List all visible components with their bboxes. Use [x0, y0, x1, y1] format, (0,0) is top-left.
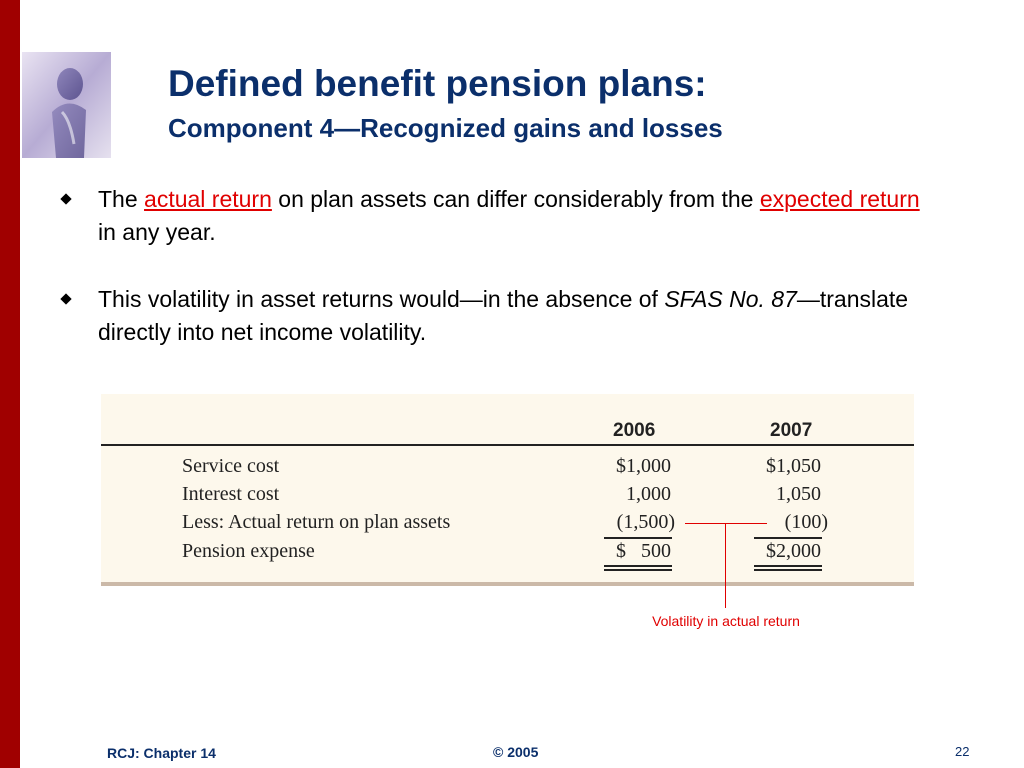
footer-copyright: © 2005: [493, 744, 539, 760]
bullet-text: —translate directly into net income volatility.: [98, 286, 909, 345]
table-header: [101, 420, 914, 442]
left-accent-bar: [0, 0, 20, 768]
pension-expense-table: [101, 394, 914, 586]
callout-pointer: [725, 523, 726, 608]
value-2007: $1,050: [766, 455, 821, 477]
page-number: 22: [955, 744, 970, 759]
subtotal-rule-2006: [604, 537, 672, 539]
row-label: Service cost: [182, 455, 280, 477]
slide-subtitle: Component 4—Recognized gains and losses: [168, 113, 723, 143]
bullet-text: This volatility in asset returns would—in the absence of: [98, 286, 665, 312]
value-2006: 1,000: [626, 483, 671, 505]
row-label: Less: Actual return on plan assets: [182, 511, 451, 533]
volatility-callout: Volatility in actual return: [652, 613, 800, 629]
table-row: [101, 483, 914, 511]
callout-connector: [685, 523, 767, 524]
value-2007: 1,050: [776, 483, 821, 505]
header-divider: [101, 444, 914, 446]
table-row: [101, 455, 914, 483]
value-2007: (100): [784, 511, 828, 533]
row-label: Interest cost: [182, 483, 280, 505]
table-row: [101, 511, 914, 539]
actual-return-term: actual return: [144, 186, 272, 212]
diamond-bullet-icon: [60, 293, 71, 304]
bullet-text: in any year.: [98, 219, 216, 245]
total-double-rule-2006: [604, 565, 672, 571]
bullet-text: on plan assets can differ considerably from the: [271, 186, 760, 212]
bullet-item: [62, 283, 942, 349]
column-header-2007: 2007: [770, 420, 813, 441]
expected-return-term: expected return: [759, 186, 920, 212]
row-label: Pension expense: [182, 540, 315, 562]
table-row: [101, 540, 914, 568]
column-header-2006: 2006: [613, 420, 656, 441]
diamond-bullet-icon: [60, 193, 71, 204]
bullet-list: [62, 183, 942, 383]
sfas-reference: SFAS No. 87: [664, 286, 797, 312]
total-double-rule-2007: [754, 565, 822, 571]
subtotal-rule-2007: [754, 537, 822, 539]
slide-title: Defined benefit pension plans:: [168, 63, 707, 104]
value-2006: (1,500): [616, 511, 675, 533]
bullet-item: [62, 183, 942, 249]
value-2007: $2,000: [766, 540, 821, 562]
value-2006: $1,000: [616, 455, 671, 477]
silhouette-logo-icon: [22, 52, 111, 158]
footer-chapter: RCJ: Chapter 14: [107, 745, 216, 761]
bullet-text: The: [98, 186, 145, 212]
value-2006: $ 500: [616, 540, 671, 562]
